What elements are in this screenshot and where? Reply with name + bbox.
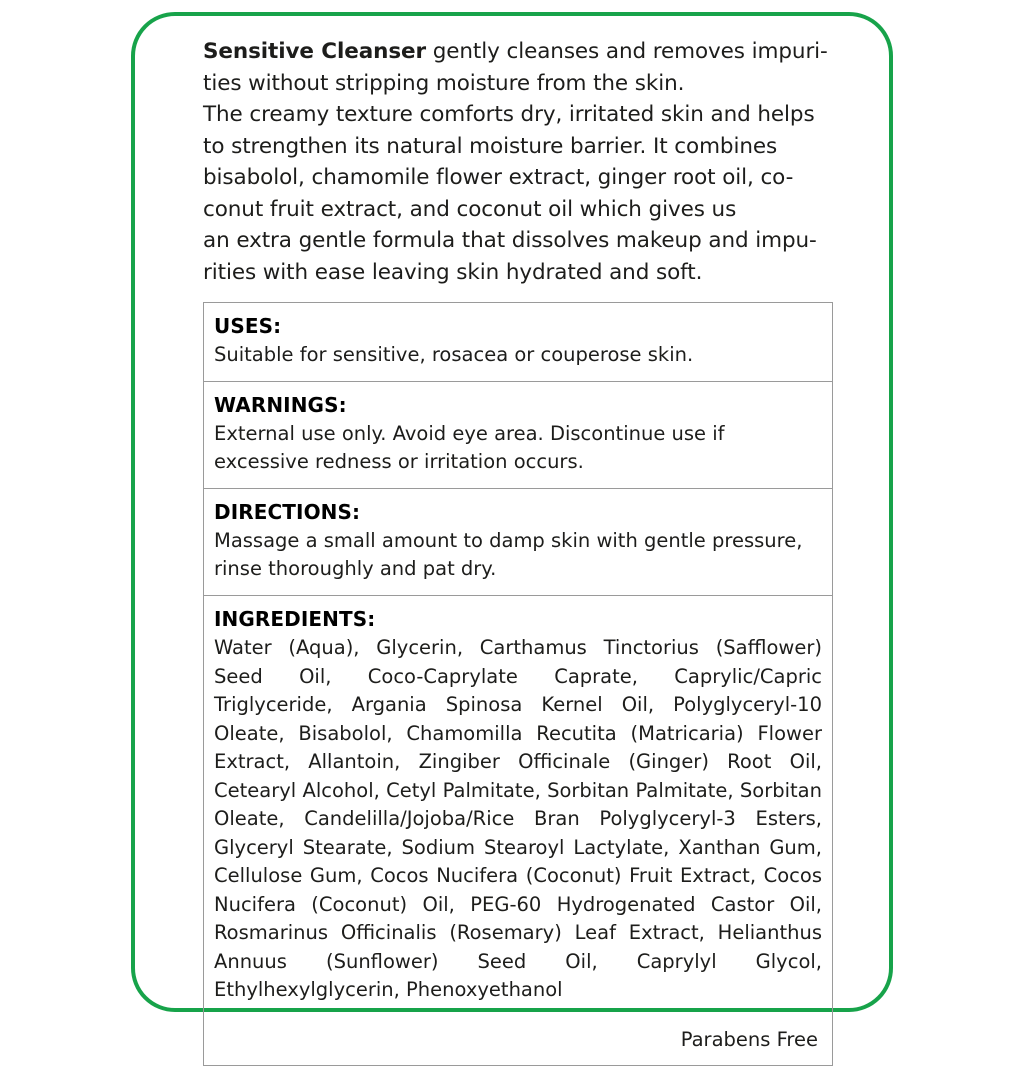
- intro-line-3: The creamy texture comforts dry, irritated skin and helps: [203, 102, 815, 127]
- section-title-directions: DIRECTIONS:: [214, 500, 361, 524]
- intro-paragraph: [203, 36, 833, 288]
- label-sections: [203, 302, 833, 1066]
- section-warnings: [204, 382, 832, 489]
- intro-line-6: conut fruit extract, and coconut oil which gives us: [203, 196, 737, 222]
- intro-line-7: an extra gentle formula that dissolves makeup and impu-: [203, 228, 817, 253]
- product-name: Sensitive Cleanser: [203, 39, 426, 64]
- section-title-warnings: WARNINGS:: [214, 393, 347, 417]
- section-directions: [204, 489, 832, 596]
- intro-line-4: to strengthen its natural moisture barrier. It combines: [203, 133, 778, 159]
- intro-line-1: [203, 36, 833, 68]
- section-title-uses: USES:: [214, 314, 282, 338]
- label-content: [203, 36, 833, 1066]
- section-body-warnings: External use only. Avoid eye area. Discontinue use if excessive redness or irritation occurs.: [214, 422, 725, 473]
- intro-line-5: bisabolol, chamomile flower extract, ginger root oil, co-: [203, 165, 794, 190]
- intro-line-8: rities with ease leaving skin hydrated and soft.: [203, 259, 703, 285]
- section-title-ingredients: INGREDIENTS:: [214, 607, 376, 631]
- parabens-free-note: Parabens Free: [680, 1027, 818, 1051]
- section-body-uses: Suitable for sensitive, rosacea or couperose skin.: [214, 343, 694, 366]
- intro-line-2: ties without stripping moisture from the skin.: [203, 70, 685, 96]
- intro-text-1: gently cleanses and removes impuri-: [426, 39, 828, 64]
- section-ingredients: [204, 596, 832, 1065]
- section-body-ingredients: Water (Aqua), Glycerin, Carthamus Tinctorius (Safflower) Seed Oil, Coco-Caprylate Caprate, Caprylic/Capric Triglyceride, Argania Spinosa Kernel Oil, Polyglyceryl-10 Oleate, Bisabolol, Chamomilla Recutita (Matricaria) Flower Extract, Allantoin, Zingiber Officinale (Ginger) Root Oil, Cetearyl Alcohol, Cetyl Palmitate, Sorbitan Palmitate, Sorbitan Oleate, Candelilla/Jojoba/Rice Bran Polyglyceryl-3 Esters, Glyceryl Stearate, Sodium Stearoyl Lactylate, Xanthan Gum, Cellulose Gum, Cocos Nucifera (Coconut) Fruit Extract, Cocos Nucifera (Coconut) Oil, PEG-60 Hydrogenated Castor Oil, Rosmarinus Officinalis (Rosemary) Leaf Extract, Helianthus Annuus (Sunflower) Seed Oil, Caprylyl Glycol, Ethylhexylglycerin, Phenoxyethanol: [214, 636, 822, 1001]
- section-uses: [204, 303, 832, 382]
- section-body-directions: Massage a small amount to damp skin with gentle pressure, rinse thoroughly and pat dry.: [214, 529, 803, 580]
- product-label-card: [131, 12, 893, 1051]
